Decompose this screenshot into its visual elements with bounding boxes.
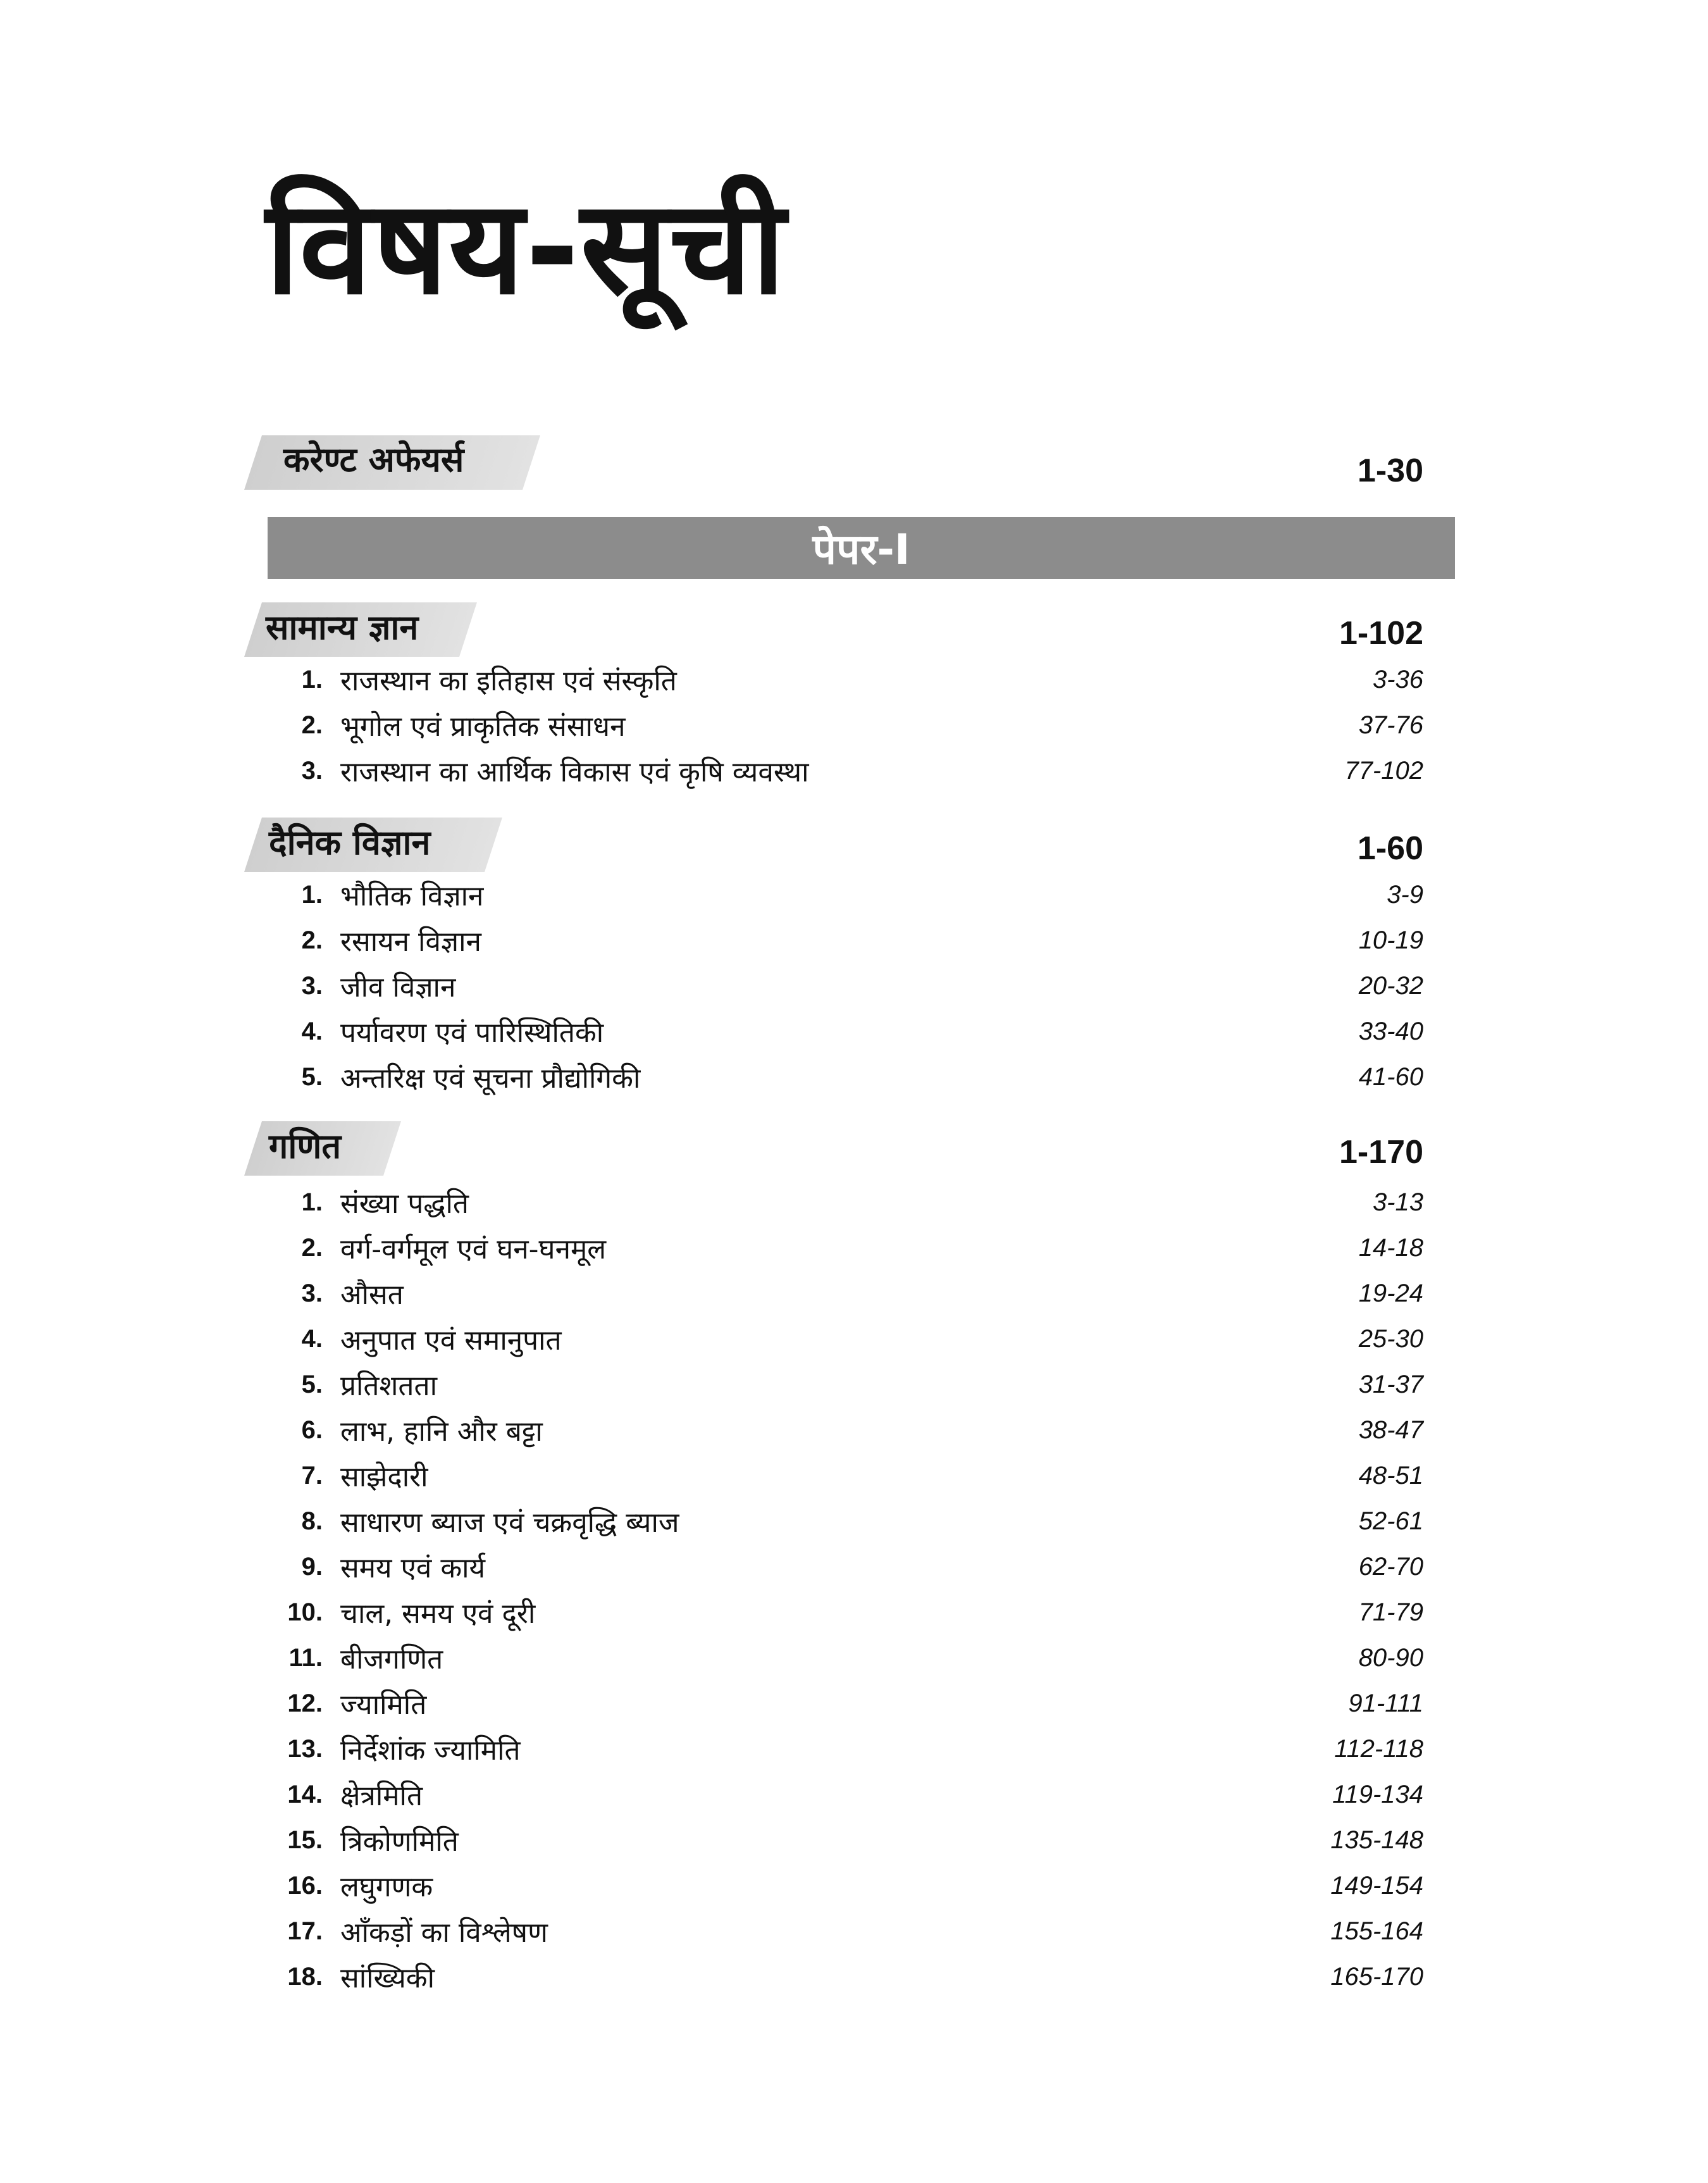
toc-item-pages: 77-102 bbox=[1344, 757, 1423, 785]
toc-item-pages: 19-24 bbox=[1358, 1279, 1423, 1307]
toc-item-number: 1. bbox=[301, 881, 323, 909]
toc-item-pages: 37-76 bbox=[1358, 711, 1423, 739]
toc-row[interactable] bbox=[0, 1228, 1708, 1266]
toc-item-title: भौतिक विज्ञान bbox=[340, 880, 484, 912]
section-pages-mathematics: 1-170 bbox=[1339, 1134, 1423, 1171]
toc-row[interactable] bbox=[0, 659, 1708, 697]
toc-row[interactable] bbox=[0, 1729, 1708, 1767]
toc-item-pages: 38-47 bbox=[1358, 1416, 1423, 1444]
toc-item-title: वर्ग-वर्गमूल एवं घन-घनमूल bbox=[340, 1233, 607, 1266]
toc-item-number: 18. bbox=[287, 1963, 323, 1991]
toc-row[interactable] bbox=[0, 750, 1708, 788]
toc-item-pages: 71-79 bbox=[1358, 1598, 1423, 1626]
toc-item-number: 5. bbox=[301, 1371, 323, 1398]
toc-item-number: 2. bbox=[301, 1234, 323, 1262]
toc-item-title: रसायन विज्ञान bbox=[340, 926, 481, 958]
toc-row[interactable] bbox=[0, 1865, 1708, 1903]
toc-row[interactable] bbox=[0, 1956, 1708, 1994]
toc-item-title: औसत bbox=[340, 1279, 404, 1311]
toc-item-number: 9. bbox=[301, 1553, 323, 1581]
toc-item-title: जीव विज्ञान bbox=[340, 971, 456, 1004]
toc-item-pages: 41-60 bbox=[1358, 1063, 1423, 1091]
toc-item-pages: 3-36 bbox=[1372, 666, 1423, 693]
toc-row[interactable] bbox=[0, 1182, 1708, 1220]
toc-item-title: साधारण ब्याज एवं चक्रवृद्धि ब्याज bbox=[340, 1507, 679, 1539]
toc-row[interactable] bbox=[0, 920, 1708, 958]
toc-item-pages: 119-134 bbox=[1332, 1781, 1423, 1808]
toc-item-pages: 3-13 bbox=[1372, 1188, 1423, 1216]
toc-item-title: त्रिकोणमिति bbox=[340, 1825, 459, 1858]
toc-item-number: 1. bbox=[301, 1188, 323, 1216]
toc-row[interactable] bbox=[0, 874, 1708, 912]
toc-item-number: 1. bbox=[301, 666, 323, 693]
toc-item-title: साझेदारी bbox=[340, 1461, 428, 1493]
toc-item-pages: 80-90 bbox=[1358, 1644, 1423, 1672]
toc-row[interactable] bbox=[0, 1820, 1708, 1858]
toc-item-pages: 135-148 bbox=[1330, 1826, 1423, 1854]
toc-item-pages: 91-111 bbox=[1348, 1689, 1423, 1717]
toc-item-title: लघुगणक bbox=[340, 1871, 433, 1903]
toc-item-pages: 31-37 bbox=[1358, 1371, 1423, 1398]
toc-item-title: प्रतिशतता bbox=[340, 1370, 437, 1402]
toc-item-number: 15. bbox=[287, 1826, 323, 1854]
toc-item-number: 17. bbox=[287, 1917, 323, 1945]
toc-row[interactable] bbox=[0, 966, 1708, 1004]
toc-item-number: 2. bbox=[301, 711, 323, 739]
section-pages-daily-science: 1-60 bbox=[1357, 830, 1423, 867]
current-affairs-pages: 1-30 bbox=[1357, 452, 1423, 489]
toc-item-number: 3. bbox=[301, 972, 323, 1000]
toc-item-title: अनुपात एवं समानुपात bbox=[340, 1324, 562, 1357]
toc-item-number: 4. bbox=[301, 1325, 323, 1353]
toc-row[interactable] bbox=[0, 1319, 1708, 1357]
section-label-general-knowledge[interactable]: सामान्य ज्ञान bbox=[266, 607, 419, 647]
toc-item-pages: 48-51 bbox=[1358, 1462, 1423, 1490]
toc-item-number: 16. bbox=[287, 1872, 323, 1900]
toc-item-title: पर्यावरण एवं पारिस्थितिकी bbox=[340, 1017, 604, 1049]
toc-item-number: 5. bbox=[301, 1063, 323, 1091]
toc-item-title: बीजगणित bbox=[340, 1643, 443, 1676]
toc-row[interactable] bbox=[0, 1638, 1708, 1676]
toc-item-pages: 10-19 bbox=[1358, 926, 1423, 954]
toc-row[interactable] bbox=[0, 1410, 1708, 1448]
toc-item-title: संख्या पद्धति bbox=[340, 1188, 469, 1220]
toc-item-pages: 52-61 bbox=[1358, 1507, 1423, 1535]
toc-row[interactable] bbox=[0, 1501, 1708, 1539]
toc-item-pages: 149-154 bbox=[1330, 1872, 1423, 1900]
toc-row[interactable] bbox=[0, 1273, 1708, 1311]
section-label-mathematics[interactable]: गणित bbox=[269, 1126, 342, 1166]
toc-item-number: 3. bbox=[301, 757, 323, 785]
toc-item-pages: 165-170 bbox=[1330, 1963, 1423, 1991]
toc-row[interactable] bbox=[0, 1455, 1708, 1493]
toc-item-pages: 62-70 bbox=[1358, 1553, 1423, 1581]
toc-item-pages: 20-32 bbox=[1358, 972, 1423, 1000]
section-label-daily-science[interactable]: दैनिक विज्ञान bbox=[269, 823, 431, 862]
current-affairs-label[interactable]: करेण्ट अफेयर्स bbox=[283, 440, 464, 480]
toc-item-pages: 14-18 bbox=[1358, 1234, 1423, 1262]
toc-row[interactable] bbox=[0, 705, 1708, 743]
toc-row[interactable] bbox=[0, 1774, 1708, 1812]
toc-item-number: 8. bbox=[301, 1507, 323, 1535]
toc-item-pages: 3-9 bbox=[1387, 881, 1423, 909]
toc-item-number: 13. bbox=[287, 1735, 323, 1763]
toc-row[interactable] bbox=[0, 1592, 1708, 1630]
toc-item-title: ज्यामिति bbox=[340, 1689, 427, 1721]
toc-item-number: 14. bbox=[287, 1781, 323, 1808]
toc-item-number: 6. bbox=[301, 1416, 323, 1444]
section-pages-general-knowledge: 1-102 bbox=[1339, 615, 1423, 652]
toc-item-title: भूगोल एवं प्राकृतिक संसाधन bbox=[340, 711, 626, 743]
toc-item-number: 12. bbox=[287, 1689, 323, 1717]
toc-row[interactable] bbox=[0, 1057, 1708, 1095]
toc-item-pages: 25-30 bbox=[1358, 1325, 1423, 1353]
toc-item-title: निर्देशांक ज्यामिति bbox=[340, 1734, 521, 1767]
toc-item-title: सांख्यिकी bbox=[340, 1962, 435, 1994]
paper-banner: पेपर-I bbox=[268, 517, 1455, 579]
toc-row[interactable] bbox=[0, 1911, 1708, 1949]
toc-item-title: चाल, समय एवं दूरी bbox=[340, 1598, 536, 1630]
toc-item-title: अन्तरिक्ष एवं सूचना प्रौद्योगिकी bbox=[340, 1062, 641, 1095]
toc-item-title: आँकड़ों का विश्लेषण bbox=[340, 1917, 548, 1949]
toc-row[interactable] bbox=[0, 1364, 1708, 1402]
toc-item-pages: 112-118 bbox=[1334, 1735, 1423, 1763]
toc-item-number: 11. bbox=[288, 1644, 323, 1672]
toc-item-title: लाभ, हानि और बट्टा bbox=[340, 1415, 543, 1448]
toc-item-number: 7. bbox=[301, 1462, 323, 1490]
page-title: विषय-सूची bbox=[266, 173, 787, 323]
toc-item-title: राजस्थान का इतिहास एवं संस्कृति bbox=[340, 665, 677, 697]
toc-item-pages: 155-164 bbox=[1330, 1917, 1423, 1945]
toc-item-number: 4. bbox=[301, 1017, 323, 1045]
toc-item-number: 2. bbox=[301, 926, 323, 954]
toc-item-pages: 33-40 bbox=[1358, 1017, 1423, 1045]
toc-row[interactable] bbox=[0, 1683, 1708, 1721]
toc-item-title: क्षेत्रमिति bbox=[340, 1780, 423, 1812]
toc-row[interactable] bbox=[0, 1546, 1708, 1584]
toc-item-number: 3. bbox=[301, 1279, 323, 1307]
toc-item-number: 10. bbox=[287, 1598, 323, 1626]
toc-row[interactable] bbox=[0, 1011, 1708, 1049]
toc-item-title: समय एवं कार्य bbox=[340, 1552, 486, 1584]
toc-item-title: राजस्थान का आर्थिक विकास एवं कृषि व्यवस्था bbox=[340, 756, 809, 788]
